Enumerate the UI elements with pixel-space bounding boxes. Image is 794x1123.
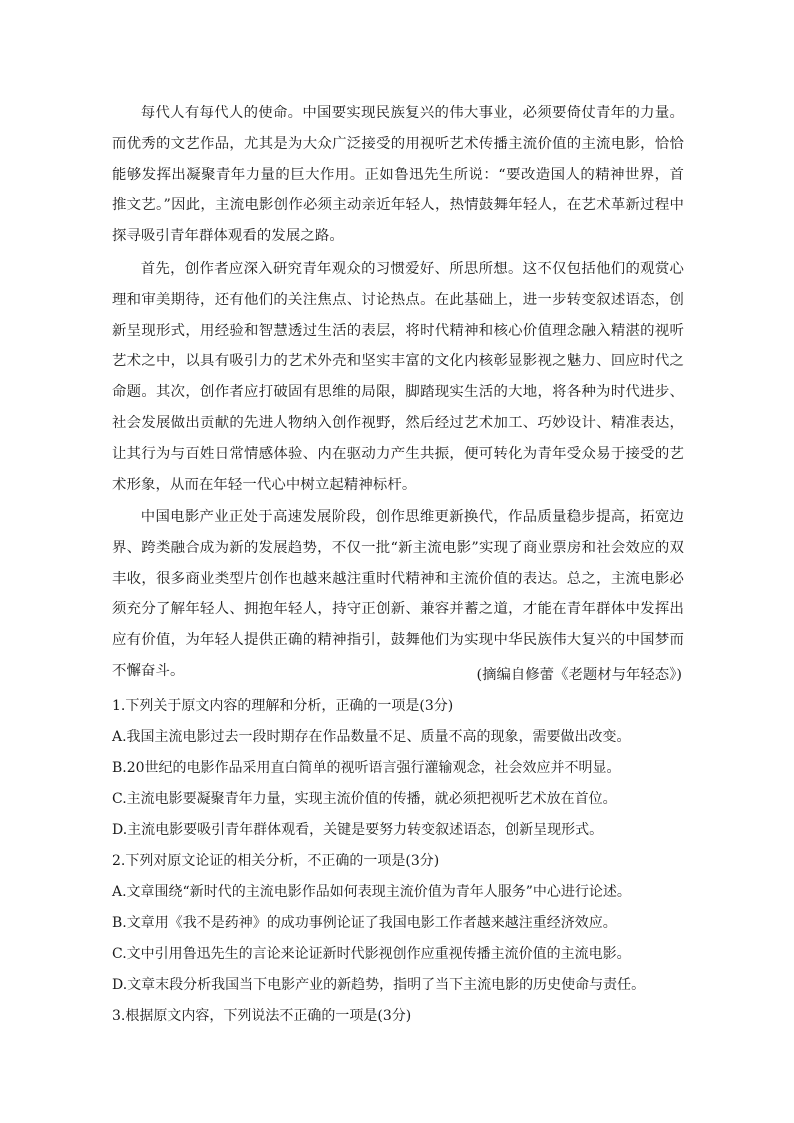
question-1-option-b: B.20世纪的电影作品采用直白简单的视听语言强行灌输观念，社会效应并不明显。 bbox=[112, 760, 621, 776]
question-2-option-c: C.文中引用鲁迅先生的言论来论证新时代影视创作应重视传播主流价值的主流电影。 bbox=[112, 946, 631, 962]
question-2-option-b: B.文章用《我不是药神》的成功事例论证了我国电影工作者越来越注重经济效应。 bbox=[112, 915, 617, 931]
question-3-stem: 3.根据原文内容，下列说法不正确的一项是(3分) bbox=[112, 1008, 412, 1024]
article-paragraph-2: 首先，创作者应深入研究青年观众的习惯爱好、所思所想。这不仅包括他们的观赏心理和审美期待，还有他们的关注焦点、讨论热点。在此基础上，进一步转变叙述语态，创新呈现形式，用经验和智慧透过生活的表层，将时代精神和核心价值理念融入精湛的视听艺术之中，以具有吸引力的艺术外壳和坚实丰富的文化内核彰显影视之魅力、回应时代之命题。其次，创作者应打破固有思维的局限，脚踏现实生活的大地，将各种为时代进步、社会发展做出贡献的先进人物纳入创作视野，然后经过艺术加工、巧妙设计、精准表达，让其行为与百姓日常情感体验、内在驱动力产生共振，便可转化为青年受众易于接受的艺术形象，从而在年轻一代心中树立起精神标杆。 bbox=[112, 261, 684, 493]
article-paragraph-1: 每代人有每代人的使命。中国要实现民族复兴的伟大事业，必须要倚仗青年的力量。而优秀的文艺作品，尤其是为大众广泛接受的用视听艺术传播主流价值的主流电影，恰恰能够发挥出凝聚青年力量的巨大作用。正如鲁迅先生所说：“要改造国人的精神世界，首推文艺。”因此，主流电影创作必须主动亲近年轻人，热情鼓舞年轻人，在艺术革新过程中探寻吸引青年群体观看的发展之路。 bbox=[112, 105, 684, 245]
article-source: (摘编自修蕾《老题材与年轻态》) bbox=[476, 667, 682, 683]
question-2-option-d: D.文章末段分析我国当下电影产业的新趋势，指明了当下主流电影的历史使命与责任。 bbox=[112, 977, 646, 993]
question-2-option-a: A.文章围绕“新时代的主流电影作品如何表现主流价值为青年人服务”中心进行论述。 bbox=[112, 884, 631, 900]
question-1-option-c: C.主流电影要凝聚青年力量，实现主流价值的传播，就必须把视听艺术放在首位。 bbox=[112, 791, 617, 807]
article-paragraph-3: 中国电影产业正处于高速发展阶段，创作思维更新换代，作品质量稳步提高，拓宽边界、跨类融合成为新的发展趋势，不仅一批“新主流电影”实现了商业票房和社会效应的双丰收，很多商业类型片创作也越来越注重时代精神和主流价值的表达。总之，主流电影必须充分了解年轻人、拥抱年轻人，持守正创新、兼容并蓄之道，才能在青年群体中发挥出应有价值，为年轻人提供正确的精神指引，鼓舞他们为实现中华民族伟大复兴的中国梦而不懈奋斗。 bbox=[112, 509, 684, 679]
question-1-stem: 1.下列关于原文内容的理解和分析，正确的一项是(3分) bbox=[112, 698, 454, 714]
question-1-option-a: A.我国主流电影过去一段时期存在作品数量不足、质量不高的现象，需要做出改变。 bbox=[112, 729, 631, 745]
question-2-stem: 2.下列对原文论证的相关分析，不正确的一项是(3分) bbox=[112, 853, 440, 869]
question-1-option-d: D.主流电影要吸引青年群体观看，关键是要努力转变叙述语态，创新呈现形式。 bbox=[112, 822, 604, 838]
